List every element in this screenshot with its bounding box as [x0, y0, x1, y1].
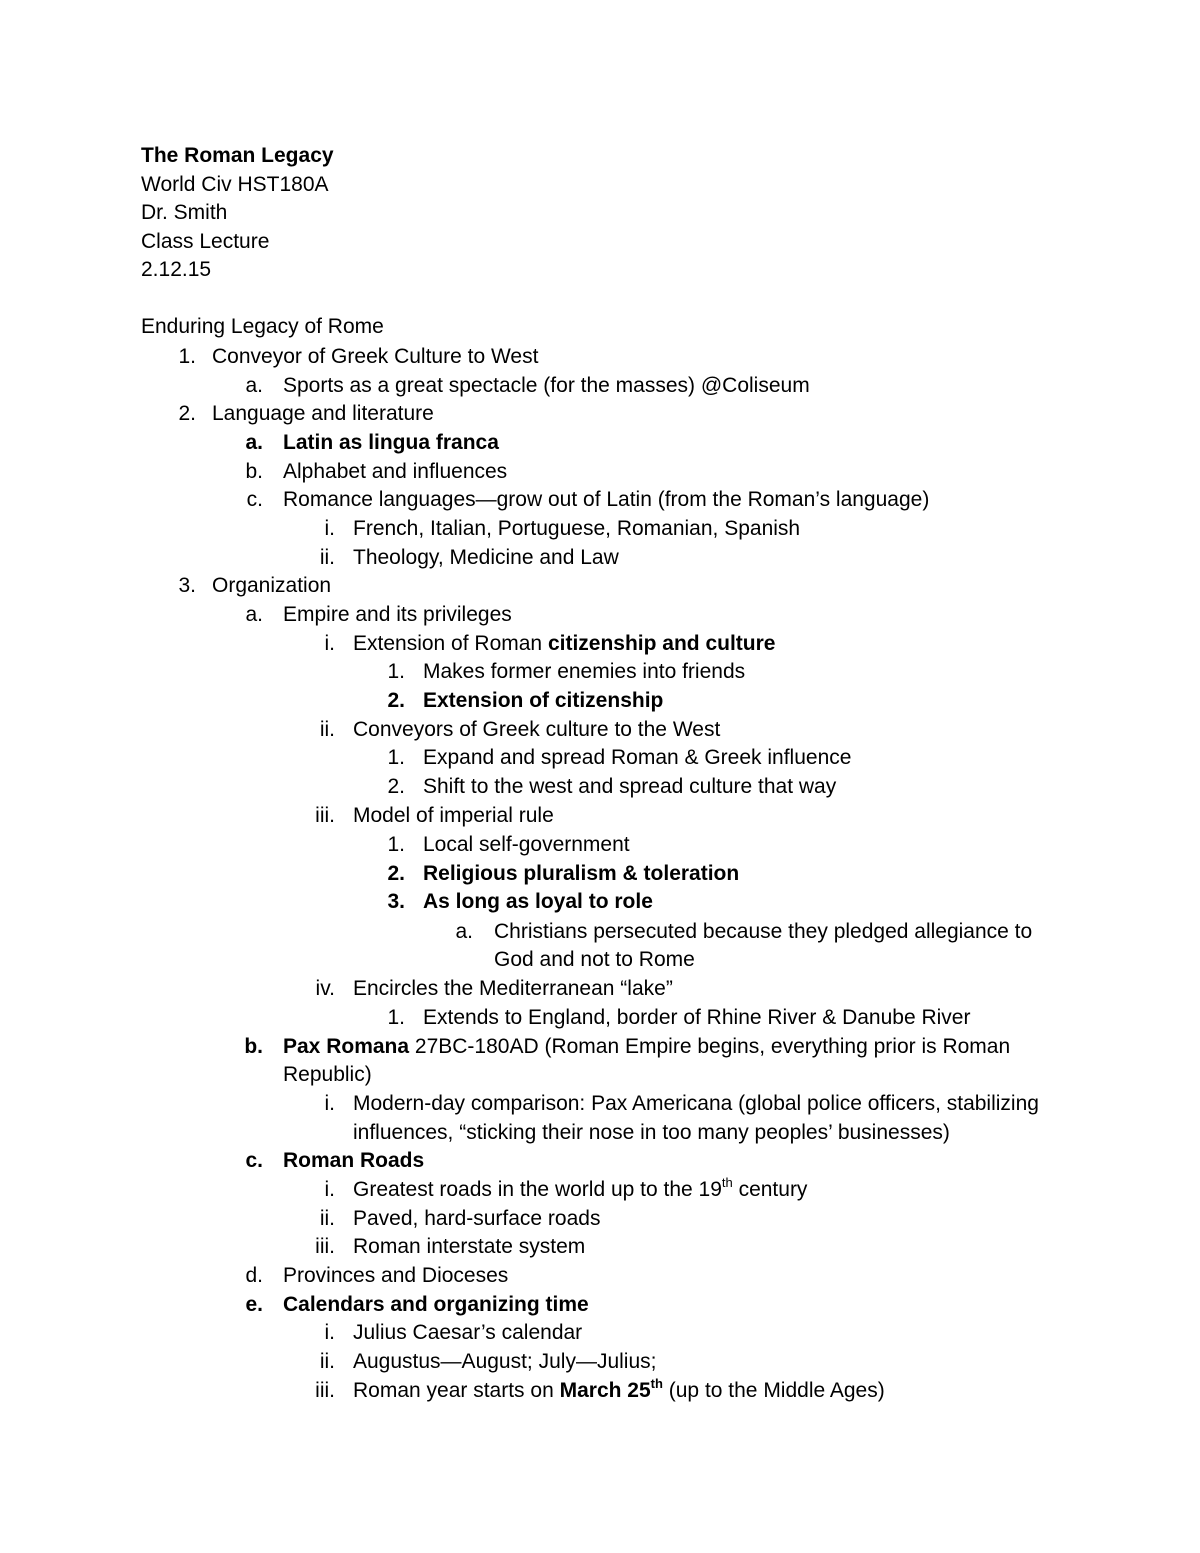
document-title: The Roman Legacy: [141, 144, 334, 167]
document-page: The Roman Legacy World Civ HST180A Dr. Smith Class Lecture 2.12.15 Enduring Legacy of Rome 1. Conveyor of Greek Culture to West a. Sports as a great spectacle (for the masses) @Coliseum 2. Language and literature a. Latin as lingua franca b. Alphabet and influences c. Romance languages—grow out of Latin (from the Roman’s language) i. French, Italian, Portuguese, Romanian, Spanish ii. Theology, Medicine and Law 3. Organization a. Empire and its privileges i. Extension of Roman citizenship and culture 1. Makes former enemies into friends 2. Extension of citizenship ii. Conveyors of Greek culture to the West 1. Expand and spread Roman & Greek influence 2. Shift to the west and spread culture that way iii. Model of imperial rule 1. Local self-government 2. Religious pluralism & toleration 3. As long as loyal to role a. Christians persecuted because they pledged allegiance to God and not to Rome iv. Encircles the Mediterranean “lake” 1. Extends to England, border of Rhine River & Danube River b. Pax Romana 27BC-180AD (Roman Empire begins, everything prior is Roman Republic) i. Modern-day comparison: Pax Americana (global police officers, stabilizing influences, “sticking their nose in too many peoples’ businesses) c. Roman Roads i. Greatest roads in the world up to the 19th century ii. Paved, hard-surface roads iii. Roman interstate system d. Provinces and Dioceses e. Calendars and organizing time i. Julius Caesar’s calendar ii. Augustus—August; July—Julius; iii. Roman year starts on March 25th (up to the Middle Ages): [141, 144, 1039, 1402]
course-name: World Civ HST180A: [141, 173, 329, 196]
instructor-name: Dr. Smith: [141, 201, 228, 224]
document-type: Class Lecture: [141, 230, 270, 253]
lecture-date: 2.12.15: [141, 258, 212, 281]
section-title: Enduring Legacy of Rome: [141, 315, 384, 338]
